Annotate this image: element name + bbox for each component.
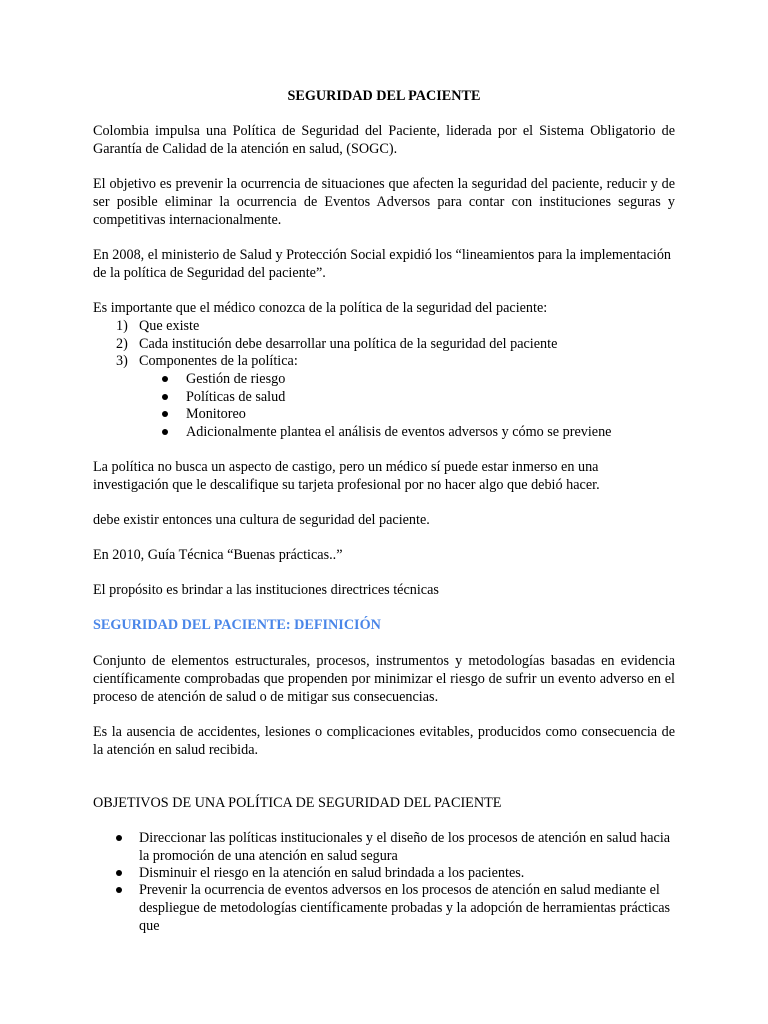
- list-item: Disminuir el riesgo en la atención en salud brindada a los pacientes.: [139, 865, 525, 881]
- definition-heading: SEGURIDAD DEL PACIENTE: DEFINICIÓN: [93, 617, 381, 633]
- bullet-icon: [162, 411, 168, 417]
- list-item: Adicionalmente plantea el análisis de eventos adversos y cómo se previene: [186, 424, 612, 440]
- list-number: 3): [116, 353, 128, 369]
- list-item: Direccionar las políticas institucionales y el diseño de los procesos de atención en salud hacia: [139, 830, 671, 846]
- list-item-continued: la promoción de una atención en salud segura: [139, 848, 398, 864]
- year-2008-line-1: En 2008, el ministerio de Salud y Protección Social expidió los “lineamientos para la implementación: [93, 247, 672, 263]
- objective-line-3: competitivas internacionalmente.: [93, 212, 282, 228]
- list-item: Cada institución debe desarrollar una política de la seguridad del paciente: [139, 336, 558, 352]
- list-item: Monitoreo: [186, 406, 246, 422]
- punishment-line-1: La política no busca un aspecto de castigo, pero un médico sí puede estar inmerso en una: [93, 459, 599, 475]
- definition-line-1: Conjunto de elementos estructurales, procesos, instrumentos y metodologías basadas en evidencia: [93, 653, 675, 669]
- absence-line-1: Es la ausencia de accidentes, lesiones o complicaciones evitables, producidos como consecuencia de: [93, 724, 675, 740]
- purpose-paragraph: El propósito es brindar a las instituciones directrices técnicas: [93, 582, 439, 598]
- year-2008-line-2: de la política de Seguridad del paciente”.: [93, 265, 326, 281]
- list-number: 2): [116, 336, 128, 352]
- important-paragraph: Es importante que el médico conozca de la política de la seguridad del paciente:: [93, 300, 548, 316]
- intro-line-1: Colombia impulsa una Política de Seguridad del Paciente, liderada por el Sistema Obligatorio de: [93, 123, 675, 139]
- list-item-continued: que: [139, 918, 160, 934]
- bullet-icon: [116, 835, 122, 841]
- year-2010-paragraph: En 2010, Guía Técnica “Buenas prácticas..”: [93, 547, 343, 563]
- objective-line-1: El objetivo es prevenir la ocurrencia de situaciones que afecten la seguridad del paciente, reducir y de: [93, 176, 675, 192]
- bullet-icon: [162, 429, 168, 435]
- bullet-icon: [162, 376, 168, 382]
- list-item: Que existe: [139, 318, 200, 334]
- punishment-line-2: investigación que le descalifique su tarjeta profesional por no hacer algo que debió hacer.: [93, 477, 600, 493]
- culture-paragraph: debe existir entonces una cultura de seguridad del paciente.: [93, 512, 430, 528]
- page-title: SEGURIDAD DEL PACIENTE: [287, 88, 481, 104]
- absence-line-2: la atención en salud recibida.: [93, 742, 259, 758]
- bullet-icon: [162, 394, 168, 400]
- intro-line-2: Garantía de Calidad de la atención en salud, (SOGC).: [93, 141, 398, 157]
- objective-line-2: ser posible eliminar la ocurrencia de Eventos Adversos para contar con instituciones seguras y: [93, 194, 675, 210]
- bullet-icon: [116, 870, 122, 876]
- objectives-heading: OBJETIVOS DE UNA POLÍTICA DE SEGURIDAD DEL PACIENTE: [93, 795, 502, 811]
- list-item: Prevenir la ocurrencia de eventos adversos en los procesos de atención en salud mediante el: [139, 882, 660, 898]
- list-item: Políticas de salud: [186, 389, 286, 405]
- bullet-icon: [116, 887, 122, 893]
- definition-line-2: científicamente comprobadas que propenden por minimizar el riesgo de sufrir un evento adverso en el: [93, 671, 675, 687]
- definition-line-3: proceso de atención de salud o de mitigar sus consecuencias.: [93, 689, 439, 705]
- list-item: Componentes de la política:: [139, 353, 298, 369]
- list-item-continued: despliegue de metodologías científicamente probadas y la adopción de herramientas prácticas: [139, 900, 671, 916]
- list-number: 1): [116, 318, 128, 334]
- list-item: Gestión de riesgo: [186, 371, 286, 387]
